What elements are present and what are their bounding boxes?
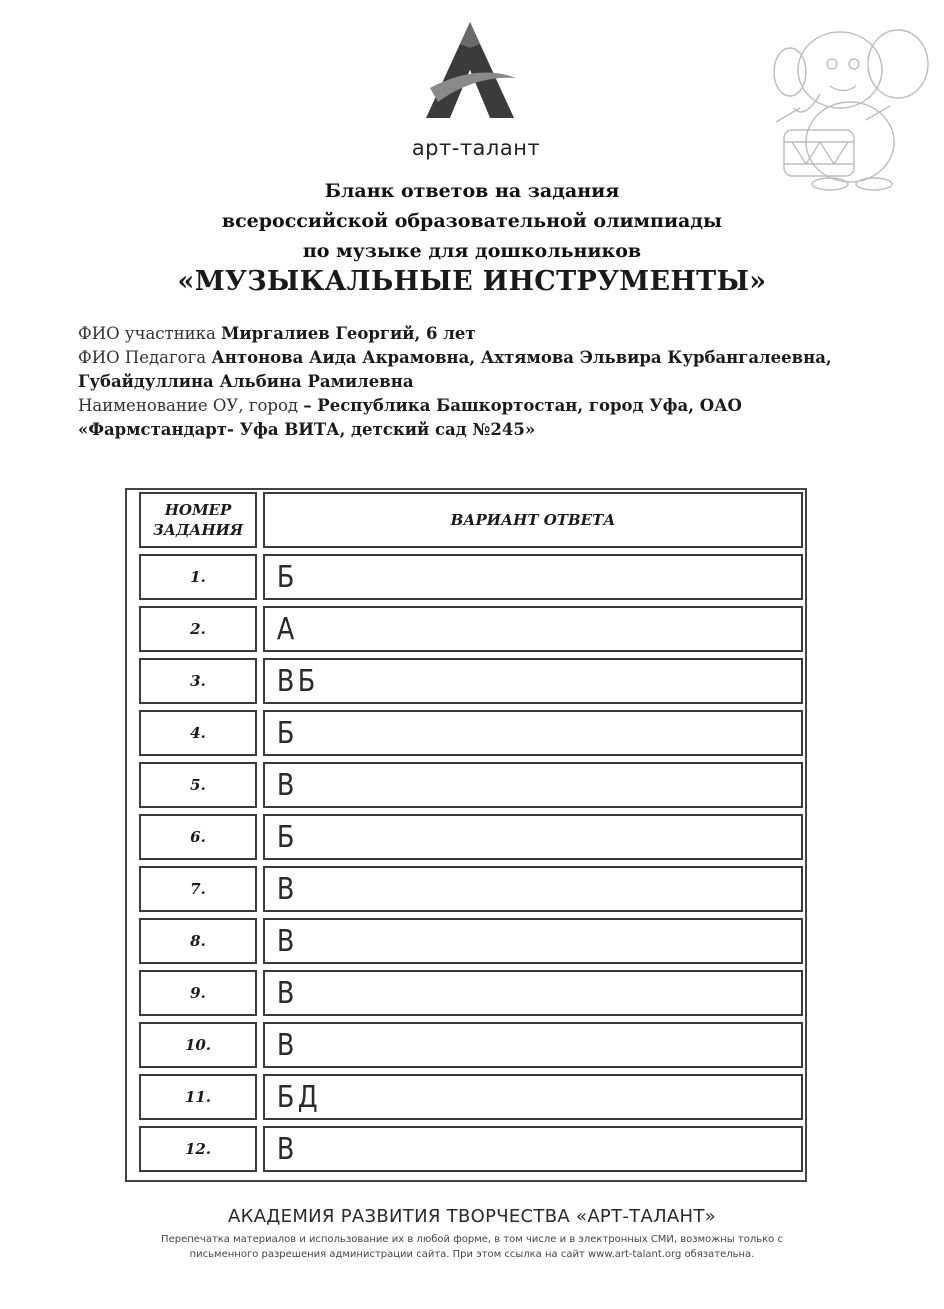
teacher-label: ФИО Педагога — [78, 348, 212, 367]
handwritten-answer: В — [276, 923, 298, 959]
answer-cell[interactable] — [263, 658, 803, 704]
header-answer-cell — [263, 492, 803, 548]
table-header — [139, 492, 803, 548]
copyright-line-1: Перепечатка материалов и использование их в любой форме, в том числе и в электронных СМИ, возможны только с — [161, 1234, 783, 1245]
task-number: 4. — [139, 710, 257, 756]
org-value-1: – Республика Башкортостан, город Уфа, ОАО — [303, 396, 742, 415]
answer-cell[interactable] — [263, 710, 803, 756]
handwritten-answer: В — [276, 1027, 298, 1063]
task-number: 8. — [139, 918, 257, 964]
task-number: 2. — [139, 606, 257, 652]
brand-name: арт-талант — [411, 136, 541, 160]
header-num-cell — [139, 492, 257, 548]
table-row — [139, 554, 803, 600]
table-row — [139, 1022, 803, 1068]
answer-cell[interactable] — [263, 606, 803, 652]
table-row — [139, 814, 803, 860]
table-row — [139, 866, 803, 912]
handwritten-answer: В — [276, 1131, 298, 1167]
copyright-line-2: письменного разрешения администрации сайта. При этом ссылка на сайт www.art-talant.org обязательна. — [189, 1249, 755, 1260]
org-label: Наименование ОУ, город — [78, 396, 304, 415]
handwritten-answer: В — [276, 975, 298, 1011]
table-row — [139, 1126, 803, 1172]
table-row — [139, 606, 803, 652]
answer-cell[interactable] — [263, 1022, 803, 1068]
header-num-line-1: НОМЕР — [164, 501, 232, 519]
task-number: 3. — [139, 658, 257, 704]
teacher-value-2: Губайдуллина Альбина Рамилевна — [78, 372, 414, 391]
olympiad-name: «МУЗЫКАЛЬНЫЕ ИНСТРУМЕНТЫ» — [177, 266, 767, 297]
answer-table — [125, 488, 807, 1182]
task-number: 9. — [139, 970, 257, 1016]
art-talant-logo — [420, 18, 520, 126]
answer-cell[interactable] — [263, 866, 803, 912]
header-answer-label: ВАРИАНТ ОТВЕТА — [450, 511, 616, 529]
participant-line — [78, 322, 878, 346]
elephant-drummer-illustration — [770, 12, 940, 192]
table-row — [139, 710, 803, 756]
answer-cell[interactable] — [263, 762, 803, 808]
handwritten-answer: В — [276, 871, 298, 907]
form-title — [0, 176, 944, 266]
answer-cell[interactable] — [263, 1126, 803, 1172]
table-row — [139, 970, 803, 1016]
answer-cell[interactable] — [263, 918, 803, 964]
copyright-note — [100, 1232, 844, 1262]
org-value-2: «Фармстандарт- Уфа ВИТА, детский сад №245» — [78, 420, 536, 439]
teacher-line — [78, 346, 878, 370]
task-number: 10. — [139, 1022, 257, 1068]
answer-cell[interactable] — [263, 554, 803, 600]
table-row — [139, 658, 803, 704]
title-line-2: всероссийской образовательной олимпиады — [221, 210, 723, 232]
header-num-line-2: ЗАДАНИЯ — [152, 521, 244, 539]
academy-name: АКАДЕМИЯ РАЗВИТИЯ ТВОРЧЕСТВА «АРТ-ТАЛАНТ» — [228, 1206, 716, 1227]
teacher-line-2 — [78, 370, 878, 394]
participant-label: ФИО участника — [78, 324, 222, 343]
answer-cell[interactable] — [263, 814, 803, 860]
table-row — [139, 762, 803, 808]
table-row — [139, 918, 803, 964]
task-number: 11. — [139, 1074, 257, 1120]
org-line-2 — [78, 418, 878, 442]
task-number: 5. — [139, 762, 257, 808]
handwritten-answer: БД — [276, 1079, 322, 1115]
title-line-3: по музыке для дошкольников — [302, 240, 642, 262]
title-line-1: Бланк ответов на задания — [324, 180, 620, 202]
handwritten-answer: Б — [276, 715, 298, 751]
handwritten-answer: Б — [276, 819, 298, 855]
handwritten-answer: А — [276, 611, 298, 647]
participant-value: Миргалиев Георгий, 6 лет — [221, 324, 476, 343]
answer-cell[interactable] — [263, 970, 803, 1016]
teacher-value-1: Антонова Аида Акрамовна, Ахтямова Эльвира Курбангалеевна, — [211, 348, 832, 367]
task-number: 1. — [139, 554, 257, 600]
handwritten-answer: В — [276, 767, 298, 803]
task-number: 12. — [139, 1126, 257, 1172]
task-number: 6. — [139, 814, 257, 860]
task-number: 7. — [139, 866, 257, 912]
handwritten-answer: ВБ — [276, 663, 319, 699]
org-line — [78, 394, 878, 418]
participant-info — [78, 322, 878, 442]
answer-cell[interactable] — [263, 1074, 803, 1120]
handwritten-answer: Б — [276, 559, 298, 595]
table-row — [139, 1074, 803, 1120]
